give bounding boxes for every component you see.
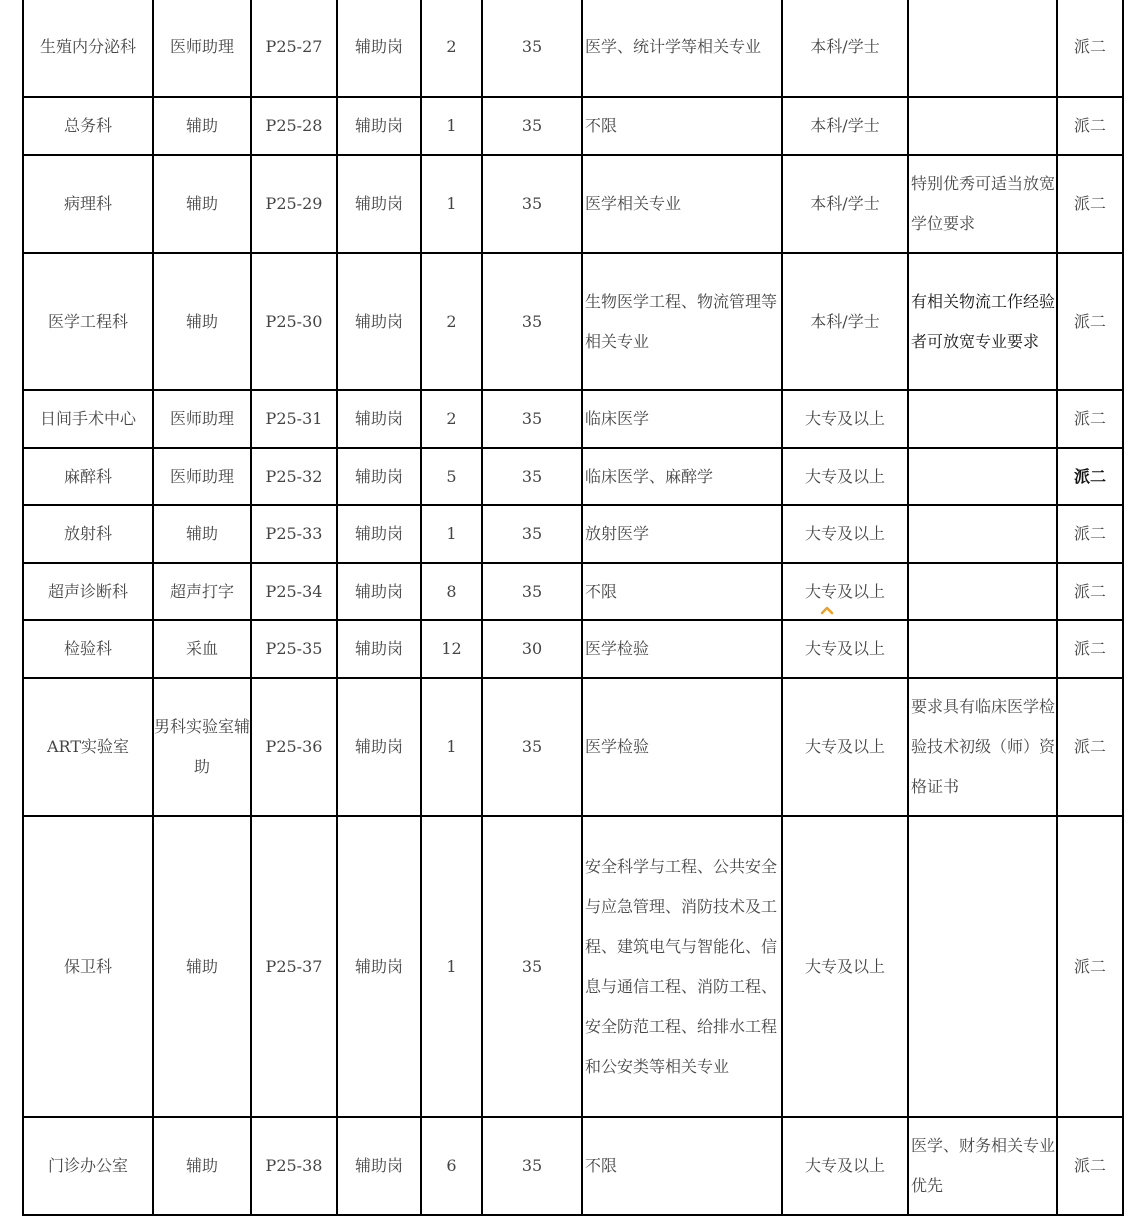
age-limit-cell: 35	[482, 97, 582, 155]
education-cell: 本科/学士	[782, 0, 908, 97]
position-cell: 辅助	[153, 155, 251, 253]
position-cell: 采血	[153, 620, 251, 678]
department-cell: 医学工程科	[23, 253, 153, 390]
code-cell: P25-29	[251, 155, 337, 253]
code-cell: P25-33	[251, 505, 337, 563]
headcount-cell: 1	[421, 816, 482, 1117]
post-type-cell: 辅助岗	[337, 253, 421, 390]
major-cell: 放射医学	[582, 505, 782, 563]
education-cell: 大专及以上	[782, 563, 908, 620]
major-cell: 临床医学	[582, 390, 782, 448]
note-cell: 特别优秀可适当放宽学位要求	[908, 155, 1057, 253]
education-cell: 大专及以上	[782, 505, 908, 563]
age-limit-cell: 35	[482, 390, 582, 448]
headcount-cell: 6	[421, 1117, 482, 1215]
employment-type-cell: 派二	[1057, 678, 1123, 816]
headcount-cell: 2	[421, 0, 482, 97]
post-type-cell: 辅助岗	[337, 1117, 421, 1215]
table-row	[23, 678, 1123, 816]
major-cell: 医学检验	[582, 678, 782, 816]
post-type-cell: 辅助岗	[337, 0, 421, 97]
headcount-cell: 1	[421, 505, 482, 563]
department-cell: 生殖内分泌科	[23, 0, 153, 97]
code-cell: P25-30	[251, 253, 337, 390]
employment-type-cell: 派二	[1057, 448, 1123, 505]
employment-type-cell: 派二	[1057, 390, 1123, 448]
note-cell	[908, 448, 1057, 505]
post-type-cell: 辅助岗	[337, 678, 421, 816]
age-limit-cell: 35	[482, 1117, 582, 1215]
note-cell: 要求具有临床医学检验技术初级（师）资格证书	[908, 678, 1057, 816]
department-cell: 放射科	[23, 505, 153, 563]
position-cell: 辅助	[153, 816, 251, 1117]
code-cell: P25-38	[251, 1117, 337, 1215]
table-row	[23, 97, 1123, 155]
employment-type-cell: 派二	[1057, 563, 1123, 620]
note-cell	[908, 97, 1057, 155]
employment-type-cell: 派二	[1057, 0, 1123, 97]
table-row	[23, 1117, 1123, 1215]
education-cell: 大专及以上	[782, 620, 908, 678]
age-limit-cell: 35	[482, 448, 582, 505]
age-limit-cell: 30	[482, 620, 582, 678]
code-cell: P25-35	[251, 620, 337, 678]
age-limit-cell: 35	[482, 816, 582, 1117]
department-cell: 超声诊断科	[23, 563, 153, 620]
department-cell: 日间手术中心	[23, 390, 153, 448]
major-cell: 医学相关专业	[582, 155, 782, 253]
employment-type-cell: 派二	[1057, 620, 1123, 678]
age-limit-cell: 35	[482, 0, 582, 97]
post-type-cell: 辅助岗	[337, 505, 421, 563]
education-cell: 大专及以上	[782, 816, 908, 1117]
position-cell: 超声打字	[153, 563, 251, 620]
position-cell: 医师助理	[153, 448, 251, 505]
post-type-cell: 辅助岗	[337, 97, 421, 155]
position-cell: 辅助	[153, 505, 251, 563]
headcount-cell: 5	[421, 448, 482, 505]
department-cell: 检验科	[23, 620, 153, 678]
code-cell: P25-34	[251, 563, 337, 620]
note-cell	[908, 563, 1057, 620]
table-row	[23, 448, 1123, 505]
age-limit-cell: 35	[482, 563, 582, 620]
note-cell	[908, 505, 1057, 563]
caret-up-icon	[820, 605, 834, 615]
major-cell: 生物医学工程、物流管理等相关专业	[582, 253, 782, 390]
headcount-cell: 12	[421, 620, 482, 678]
employment-type-cell: 派二	[1057, 97, 1123, 155]
department-cell: ART实验室	[23, 678, 153, 816]
major-cell: 不限	[582, 97, 782, 155]
table-row	[23, 816, 1123, 1117]
note-cell	[908, 390, 1057, 448]
table-row	[23, 253, 1123, 390]
department-cell: 麻醉科	[23, 448, 153, 505]
code-cell: P25-37	[251, 816, 337, 1117]
major-cell: 临床医学、麻醉学	[582, 448, 782, 505]
recruitment-table	[22, 0, 1124, 1216]
post-type-cell: 辅助岗	[337, 390, 421, 448]
code-cell: P25-32	[251, 448, 337, 505]
department-cell: 病理科	[23, 155, 153, 253]
headcount-cell: 1	[421, 97, 482, 155]
major-cell: 安全科学与工程、公共安全与应急管理、消防技术及工程、建筑电气与智能化、信息与通信工程、消防工程、安全防范工程、给排水工程和公安类等相关专业	[582, 816, 782, 1117]
note-cell	[908, 620, 1057, 678]
post-type-cell: 辅助岗	[337, 620, 421, 678]
education-cell: 大专及以上	[782, 1117, 908, 1215]
post-type-cell: 辅助岗	[337, 816, 421, 1117]
education-cell: 本科/学士	[782, 253, 908, 390]
post-type-cell: 辅助岗	[337, 155, 421, 253]
education-cell: 大专及以上	[782, 448, 908, 505]
age-limit-cell: 35	[482, 678, 582, 816]
education-cell: 本科/学士	[782, 155, 908, 253]
position-cell: 医师助理	[153, 390, 251, 448]
headcount-cell: 8	[421, 563, 482, 620]
headcount-cell: 2	[421, 253, 482, 390]
employment-type-cell: 派二	[1057, 816, 1123, 1117]
headcount-cell: 1	[421, 678, 482, 816]
code-cell: P25-31	[251, 390, 337, 448]
note-cell	[908, 0, 1057, 97]
employment-type-cell: 派二	[1057, 253, 1123, 390]
table-row	[23, 620, 1123, 678]
major-cell: 医学检验	[582, 620, 782, 678]
employment-type-cell: 派二	[1057, 1117, 1123, 1215]
major-cell: 不限	[582, 563, 782, 620]
note-cell: 医学、财务相关专业优先	[908, 1117, 1057, 1215]
education-cell: 本科/学士	[782, 97, 908, 155]
note-cell	[908, 816, 1057, 1117]
department-cell: 门诊办公室	[23, 1117, 153, 1215]
position-cell: 医师助理	[153, 0, 251, 97]
code-cell: P25-27	[251, 0, 337, 97]
age-limit-cell: 35	[482, 505, 582, 563]
major-cell: 医学、统计学等相关专业	[582, 0, 782, 97]
age-limit-cell: 35	[482, 253, 582, 390]
code-cell: P25-36	[251, 678, 337, 816]
position-cell: 辅助	[153, 1117, 251, 1215]
department-cell: 保卫科	[23, 816, 153, 1117]
position-cell: 男科实验室辅助	[153, 678, 251, 816]
employment-type-cell: 派二	[1057, 505, 1123, 563]
table-row	[23, 390, 1123, 448]
employment-type-cell: 派二	[1057, 155, 1123, 253]
code-cell: P25-28	[251, 97, 337, 155]
table-row	[23, 563, 1123, 620]
post-type-cell: 辅助岗	[337, 563, 421, 620]
table-row	[23, 505, 1123, 563]
age-limit-cell: 35	[482, 155, 582, 253]
position-cell: 辅助	[153, 253, 251, 390]
table-row	[23, 155, 1123, 253]
major-cell: 不限	[582, 1117, 782, 1215]
education-cell: 大专及以上	[782, 390, 908, 448]
position-cell: 辅助	[153, 97, 251, 155]
headcount-cell: 2	[421, 390, 482, 448]
post-type-cell: 辅助岗	[337, 448, 421, 505]
note-cell: 有相关物流工作经验者可放宽专业要求	[908, 253, 1057, 390]
table-row	[23, 0, 1123, 97]
department-cell: 总务科	[23, 97, 153, 155]
education-cell: 大专及以上	[782, 678, 908, 816]
headcount-cell: 1	[421, 155, 482, 253]
